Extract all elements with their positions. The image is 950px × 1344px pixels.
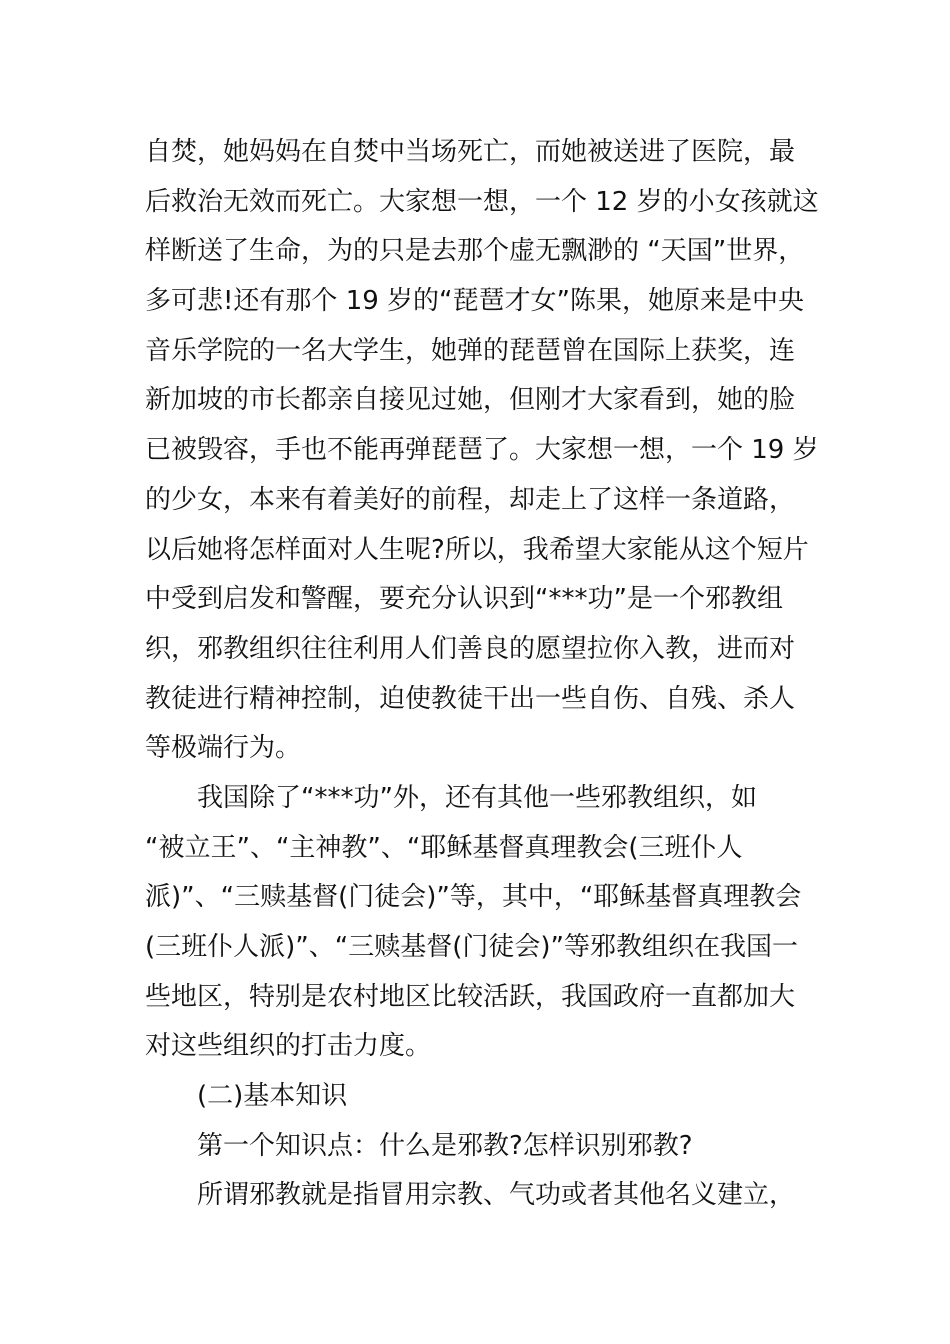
text-line: 的少女，本来有着美好的前程，却走上了这样一条道路， [145, 484, 796, 515]
text-line: 已被毁容，手也不能再弹琵琶了。大家想一想，一个 19 岁 [145, 435, 819, 466]
text-line: 派)”、“三赎基督(门徒会)”等，其中，“耶稣基督真理教会 [145, 882, 802, 913]
text-line: 织，邪教组织往往利用人们善良的愿望拉你入教，进而对 [145, 633, 796, 664]
paragraph-victims [145, 128, 835, 774]
text-line: 新加坡的市长都亲自接见过她，但刚才大家看到，她的脸 [145, 385, 796, 416]
text-line: 教徒进行精神控制，迫使教徒干出一些自伤、自残、杀人 [145, 683, 796, 714]
text-line: 中受到启发和警醒，要充分认识到“***功”是一个邪教组 [145, 584, 783, 615]
text-line: 所谓邪教就是指冒用宗教、气功或者其他名义建立， [197, 1180, 796, 1211]
text-line: 多可悲!还有那个 19 岁的“琵琶才女”陈果，她原来是中央 [145, 286, 804, 317]
knowledge-point-text: 第一个知识点：什么是邪教?怎样识别邪教? [197, 1130, 693, 1161]
section-heading [145, 1072, 835, 1122]
paragraph-other-cults [145, 774, 835, 1072]
knowledge-point-heading [145, 1122, 835, 1172]
body-text [145, 128, 835, 1221]
text-line: 自焚，她妈妈在自焚中当场死亡，而她被送进了医院，最 [145, 137, 796, 167]
text-line: 以后她将怎样面对人生呢?所以，我希望大家能从这个短片 [145, 534, 809, 565]
text-line: 些地区，特别是农村地区比较活跃，我国政府一直都加大 [145, 981, 796, 1012]
text-line: 后救治无效而死亡。大家想一想，一个 12 岁的小女孩就这 [145, 186, 819, 217]
text-line: 对这些组织的打击力度。 [145, 1031, 432, 1062]
text-line: 音乐学院的一名大学生，她弹的琵琶曾在国际上获奖，连 [145, 335, 796, 366]
paragraph-definition [145, 1171, 835, 1221]
text-line: “被立王”、“主神教”、“耶稣基督真理教会(三班仆人 [145, 832, 743, 863]
text-line: (三班仆人派)”、“三赎基督(门徒会)”等邪教组织在我国一 [145, 932, 798, 962]
section-heading-text: (二)基本知识 [197, 1081, 348, 1112]
text-line: 样断送了生命，为的只是去那个虚无飘渺的 “天国”世界， [145, 236, 805, 267]
text-line: 等极端行为。 [145, 733, 302, 764]
text-line: 我国除了“***功”外，还有其他一些邪教组织，如 [197, 782, 757, 813]
